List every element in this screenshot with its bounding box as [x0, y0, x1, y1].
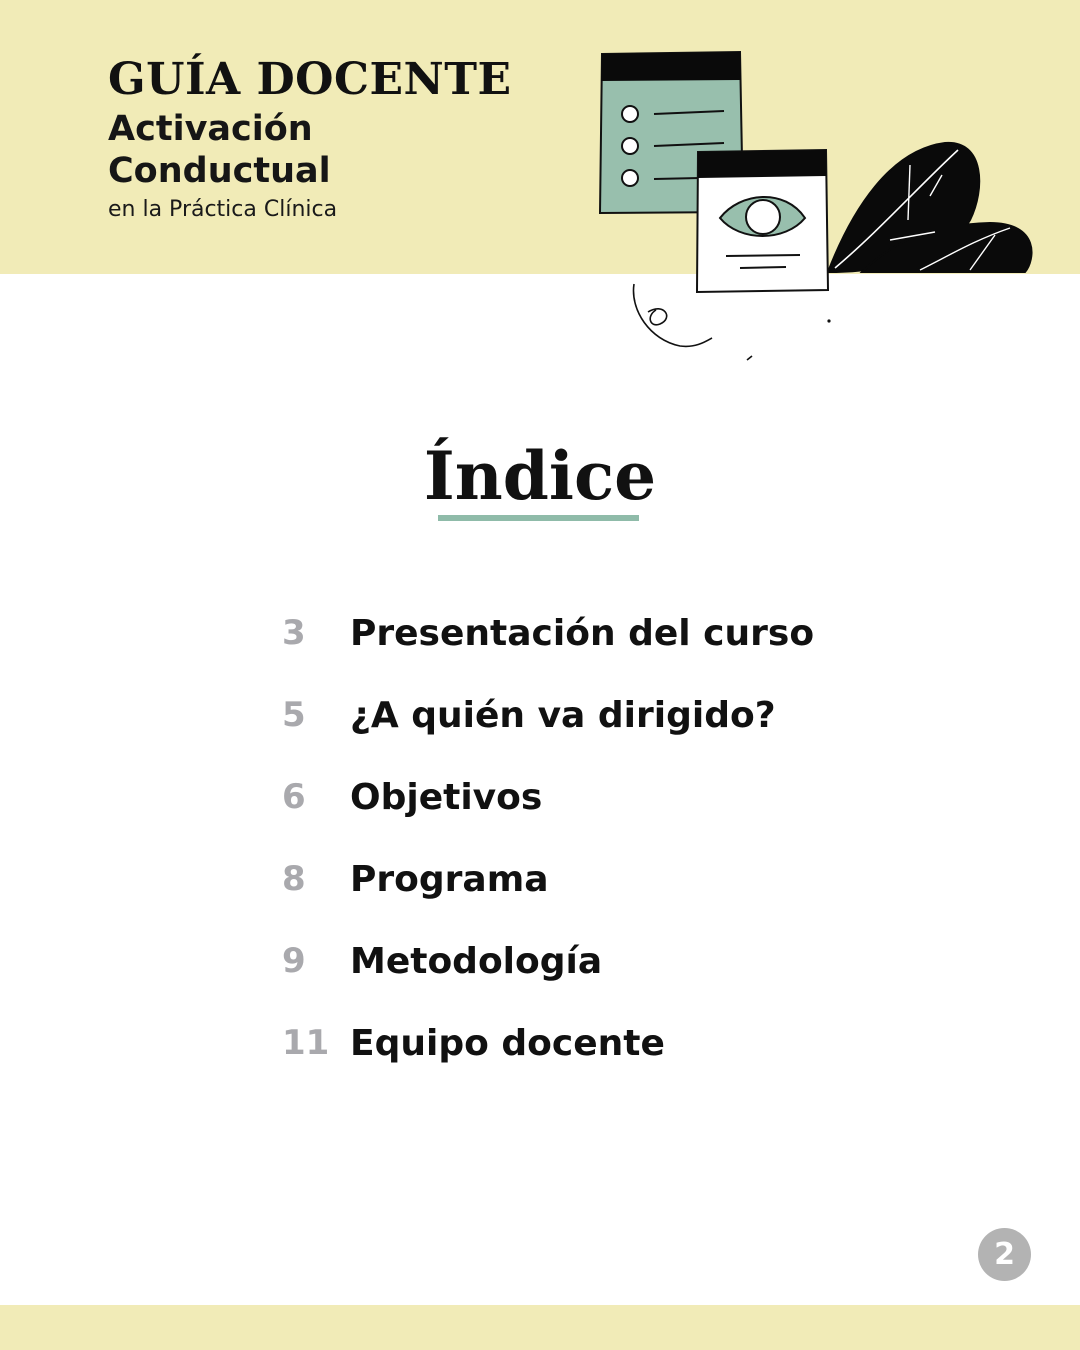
toc-item-equipo[interactable]: [282, 1002, 882, 1084]
eye-card-icon: [697, 150, 828, 292]
toc-page-number: 6: [282, 777, 306, 817]
squiggle-decoration: [633, 284, 830, 360]
index-title: Índice: [423, 437, 657, 515]
table-of-contents: [282, 592, 882, 1084]
toc-item-dirigido[interactable]: [282, 674, 882, 756]
toc-page-number: 8: [282, 859, 306, 899]
header-illustration: [590, 40, 1050, 370]
toc-page-number: 11: [282, 1023, 330, 1063]
toc-item-presentacion[interactable]: [282, 592, 882, 674]
course-title-line2: Conductual: [108, 151, 331, 191]
toc-label: ¿A quién va dirigido?: [350, 694, 776, 736]
course-subtitle: en la Práctica Clínica: [108, 197, 338, 222]
toc-item-objetivos[interactable]: [282, 756, 882, 838]
footer-band: [0, 1305, 1080, 1350]
toc-label: Metodología: [350, 940, 603, 982]
course-title-line1: Activación: [108, 109, 313, 149]
toc-label: Objetivos: [350, 776, 543, 818]
toc-page-number: 5: [282, 695, 306, 735]
title-underline: [438, 515, 639, 521]
toc-label: Programa: [350, 858, 549, 900]
page-number-badge: 2: [978, 1228, 1031, 1281]
toc-item-metodologia[interactable]: [282, 920, 882, 1002]
index-heading: [0, 436, 1080, 516]
toc-item-programa[interactable]: [282, 838, 882, 920]
toc-label: Presentación del curso: [350, 612, 815, 654]
toc-label: Equipo docente: [350, 1022, 665, 1064]
toc-page-number: 9: [282, 941, 306, 981]
leaf-icon: [828, 143, 1032, 272]
guide-label: GUÍA DOCENTE: [108, 54, 512, 105]
toc-page-number: 3: [282, 613, 306, 653]
brand-block: [108, 56, 512, 224]
